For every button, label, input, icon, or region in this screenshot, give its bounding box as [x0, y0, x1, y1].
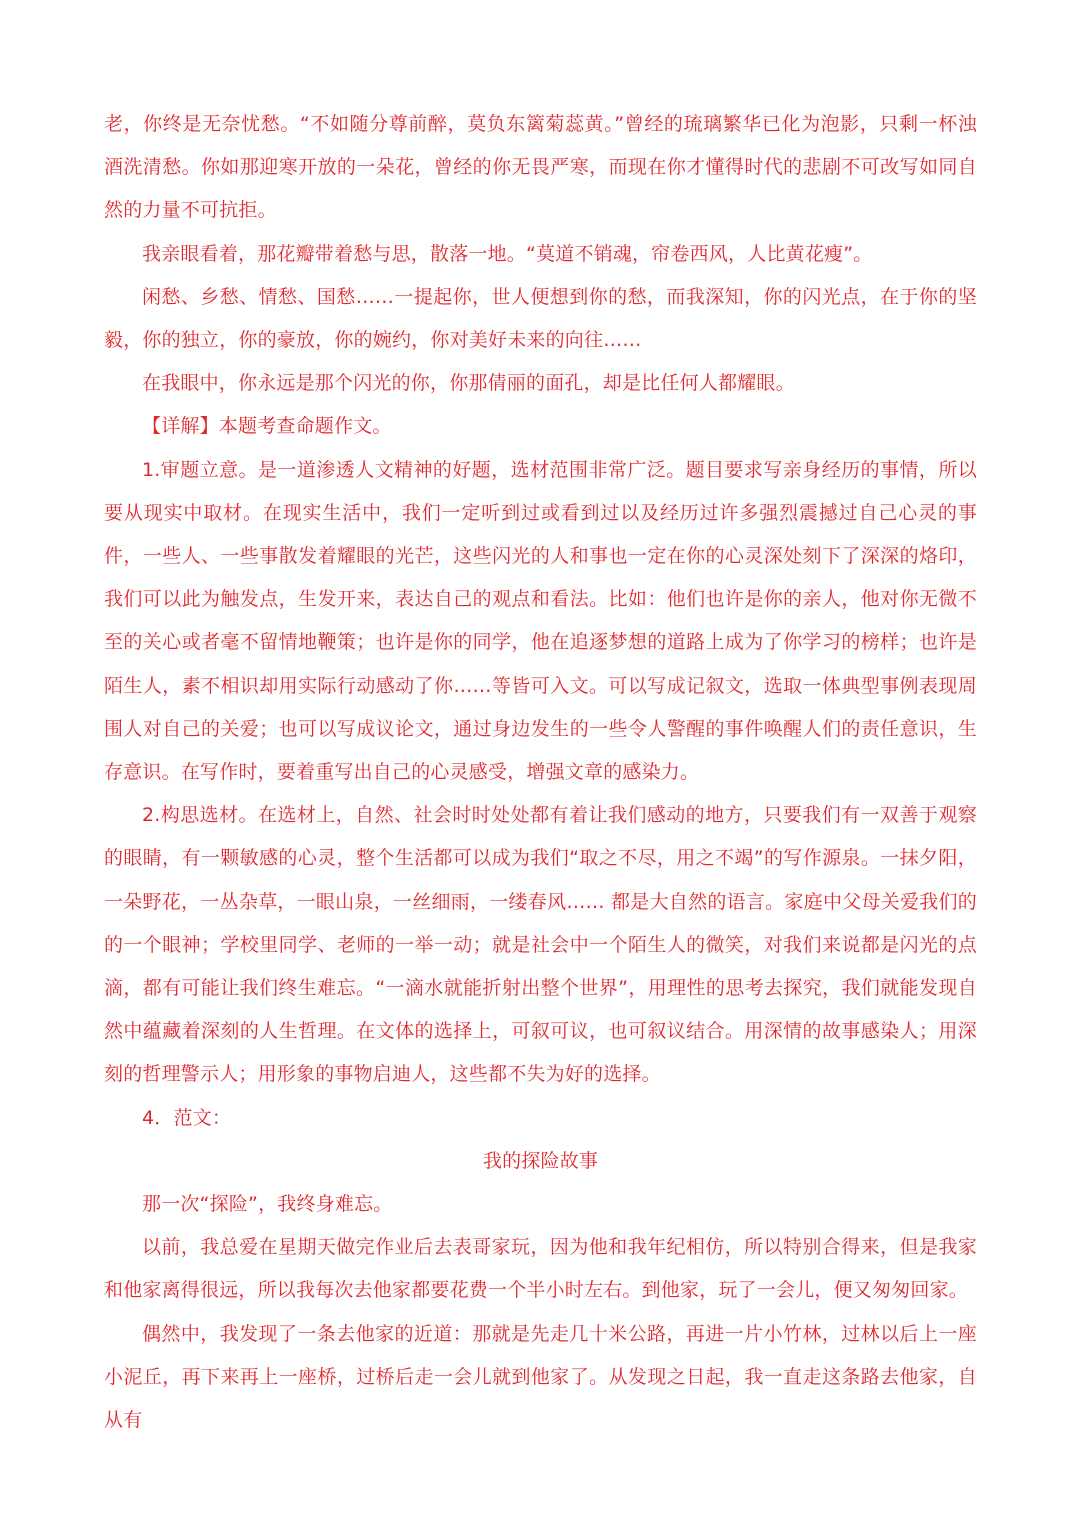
paragraph-petals: 我亲眼看着，那花瓣带着愁与思，散落一地。“莫道不销魂，帘卷西风，人比黄花瘦”。 — [142, 242, 873, 265]
paragraph-sorrow-intro: 老，你终是无奈忧愁。“不如随分尊前醉，莫负东篱菊蕊黄。”曾经的琉璃繁华已化为泡影，只剩一杯浊酒洗清愁。你如那迎寒开放的一朵花，曾经的你无畏严寒，而现在你才懂得时代的悲剧不可改写如同自然的力量不可抗拒。 — [104, 113, 977, 222]
paragraph-essay-opening: 那一次“探险”，我终身难忘。 — [142, 1193, 393, 1216]
paragraph-essay-shortcut: 偶然中，我发现了一条去他家的近道：那就是先走几十米公路，再进一片小竹林，过林以后上一座小泥丘，再下来再上一座桥，过桥后走一会儿就到他家了。从发现之日起，我一直走这条路去他家，自从有 — [104, 1322, 977, 1432]
paragraph-sample-label: 4．范文： — [142, 1106, 232, 1129]
paragraph-sorrows: 闲愁、乡愁、情愁、国愁……一提起你，世人便想到你的愁，而我深知，你的闪光点，在于你的坚毅，你的独立，你的豪放，你的婉约，你对美好未来的向往…… — [104, 285, 977, 352]
document-page — [104, 103, 977, 1442]
essay-title: 我的探险故事 — [482, 1149, 599, 1172]
paragraph-essay-cousin: 以前，我总爱在星期天做完作业后去表哥家玩，因为他和我年纪相仿，所以特别合得来，但是我家和他家离得很远，所以我每次去他家都要花费一个半小时左右。到他家，玩了一会儿，便又匆匆回家。 — [104, 1236, 977, 1302]
paragraph-explanation-heading: 【详解】本题考查命题作文。 — [142, 415, 392, 438]
paragraph-topic-analysis: 1.审题立意。是一道渗透人文精神的好题，选材范围非常广泛。题目要求写亲身经历的事情，所以要从现实中取材。在现实生活中，我们一定听到过或看到过以及经历过许多强烈震撼过自己心灵的事件，一些人、一些事散发着耀眼的光芒，这些闪光的人和事也一定在你的心灵深处刻下了深深的烙印，我们可以此为触发点，生发开来，表达自己的观点和看法。比如：他们也许是你的亲人，他对你无微不至的关心或者毫不留情地鞭策；也许是你的同学，他在追逐梦想的道路上成为了你学习的榜样；也许是陌生人，素不相识却用实际行动感动了你……等皆可入文。可以写成记叙文，选取一体典型事例表现周围人对自己的关爱；也可以写成议论文，通过身边发生的一些令人警醒的事件唤醒人们的责任意识，生存意识。在写作时，要着重写出自己的心灵感受，增强文章的感染力。 — [104, 458, 977, 784]
paragraph-shining-you: 在我眼中，你永远是那个闪光的你，你那倩丽的面孔，却是比任何人都耀眼。 — [142, 372, 795, 395]
paragraph-material-selection: 2.构思选材。在选材上，自然、社会时时处处都有着让我们感动的地方，只要我们有一双善于观察的眼睛，有一颗敏感的心灵，整个生活都可以成为我们“取之不尽，用之不竭”的写作源泉。一抹夕阳，一朵野花，一丛杂草，一眼山泉，一丝细雨，一缕春风…… 都是大自然的语言。家庭中父母关爱我们的的一个眼神；学校里同学、老师的一举一动；就是社会中一个陌生人的微笑，对我们来说都是闪光的点滴，都有可能让我们终生难忘。“一滴水就能折射出整个世界”，用理性的思考去探究，我们就能发现自然中蕴藏着深刻的人生哲理。在文体的选择上，可叙可议，也可叙议结合。用深情的故事感染人；用深刻的哲理警示人；用形象的事物启迪人，这些都不失为好的选择。 — [104, 804, 977, 1086]
